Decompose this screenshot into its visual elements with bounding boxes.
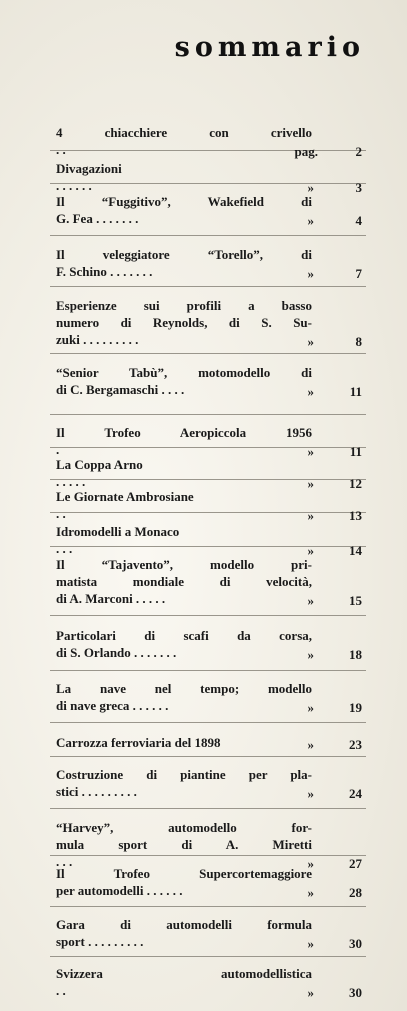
entry-title-line: zuki . . . . . . . . . <box>56 332 139 347</box>
page-number: 27 <box>349 856 362 871</box>
page-number: 11 <box>349 444 362 459</box>
page-reference <box>308 213 363 229</box>
entry-title-line: “Harvey”, automodello for- <box>56 820 312 835</box>
entry-title-line: sport . . . . . . . . . <box>56 934 144 949</box>
page-number: 13 <box>349 508 362 523</box>
entry-title-line: 4 chiacchiere con crivello <box>56 125 312 140</box>
entry-title-line: Il “Tajavento”, modello pri- <box>56 557 312 572</box>
page-reference <box>308 885 363 901</box>
entry-title-line: matista mondiale di velocità, <box>56 574 312 589</box>
entry-title-line: Svizzera automodellistica <box>56 966 312 981</box>
entry-title-line: La Coppa Arno <box>56 457 143 472</box>
page-marker: » <box>307 593 314 608</box>
entry-title-line: Carrozza ferroviaria del 1898 <box>56 735 221 750</box>
entry-title-line: Costruzione di piantine per pla- <box>56 767 312 782</box>
page-reference <box>308 593 363 609</box>
toc-entry <box>56 865 362 899</box>
page-number: 24 <box>349 786 362 801</box>
page-reference <box>295 144 362 160</box>
toc-entry <box>56 246 362 280</box>
toc-entry <box>56 456 362 490</box>
toc-entry <box>56 819 362 870</box>
page-number: 18 <box>349 647 362 662</box>
page-title: sommario <box>174 32 365 63</box>
page-reference <box>308 508 363 524</box>
page-number: 12 <box>349 476 362 491</box>
toc-entry <box>56 734 362 751</box>
page-marker: » <box>307 786 314 801</box>
entry-title-line: Idromodelli a Monaco <box>56 524 180 539</box>
page-marker: » <box>307 543 314 558</box>
entry-title-line: Esperienze sui profili a basso <box>56 298 312 313</box>
entry-title-line: Divagazioni <box>56 161 122 176</box>
page-marker: » <box>307 213 314 228</box>
entry-title-line: . . . . . <box>56 474 86 489</box>
toc-entry <box>56 627 362 661</box>
page-marker: » <box>307 266 314 281</box>
toc-entry <box>56 680 362 714</box>
page-reference <box>308 985 363 1001</box>
entry-divider <box>50 956 366 957</box>
entry-divider <box>50 756 366 757</box>
page-marker: » <box>307 885 314 900</box>
entry-title-line: Gara di automodelli formula <box>56 917 312 932</box>
page-marker: » <box>307 737 314 752</box>
entry-divider <box>50 670 366 671</box>
entry-title-line: . . <box>56 142 66 157</box>
page-marker: » <box>307 508 314 523</box>
entry-title-line: di nave greca . . . . . . <box>56 698 169 713</box>
page-number: 28 <box>349 885 362 900</box>
entry-title-line: G. Fea . . . . . . . <box>56 211 139 226</box>
page-marker: » <box>307 936 314 951</box>
page-reference <box>308 786 363 802</box>
page-number: 3 <box>355 180 362 195</box>
page-marker: » <box>307 985 314 1000</box>
page-marker: » <box>307 180 314 195</box>
toc-entry <box>56 766 362 800</box>
entry-title-line: “Senior Tabù”, motomodello di <box>56 365 312 380</box>
entry-title-line: . . . . . . <box>56 178 92 193</box>
entry-title-line: mula sport di A. Miretti <box>56 837 312 852</box>
page-number: 15 <box>349 593 362 608</box>
entry-title-line: numero di Reynolds, di S. Su- <box>56 315 312 330</box>
entry-divider <box>50 722 366 723</box>
page-marker: » <box>307 444 314 459</box>
toc-entry <box>56 124 362 158</box>
toc-entry <box>56 160 362 194</box>
entry-title-line: stici . . . . . . . . . <box>56 784 137 799</box>
entry-divider <box>50 414 366 415</box>
toc-entry <box>56 364 362 398</box>
entry-title-line: . . . <box>56 854 73 869</box>
page-number: 2 <box>355 144 362 159</box>
toc-entry <box>56 193 362 227</box>
entry-title-line: Particolari di scafi da corsa, <box>56 628 312 643</box>
page-reference <box>308 700 363 716</box>
entry-title-line: La nave nel tempo; modello <box>56 681 312 696</box>
entry-title-line: . . . <box>56 541 73 556</box>
toc-entry <box>56 965 362 999</box>
entry-title-line: Il Trofeo Supercortemaggiore <box>56 866 312 881</box>
entry-title-line: . . <box>56 983 66 998</box>
page-number: 23 <box>349 737 362 752</box>
entry-title-line: Il Trofeo Aeropiccola 1956 <box>56 425 312 440</box>
page-reference <box>308 647 363 663</box>
entry-divider <box>50 906 366 907</box>
toc-entry <box>56 488 362 522</box>
entry-title-line: . <box>56 442 60 457</box>
page-number: 30 <box>349 936 362 951</box>
page-marker: » <box>307 384 314 399</box>
toc-entry <box>56 556 362 607</box>
entry-title-line: di A. Marconi . . . . . <box>56 591 166 606</box>
entry-divider <box>50 235 366 236</box>
entry-title-line: di S. Orlando . . . . . . . <box>56 645 177 660</box>
entry-title-line: Le Giornate Ambrosiane <box>56 489 194 504</box>
page-number: 7 <box>355 266 362 281</box>
page-number: 30 <box>349 985 362 1000</box>
entry-title-line: F. Schino . . . . . . . <box>56 264 153 279</box>
entry-divider <box>50 353 366 354</box>
page-marker: » <box>307 700 314 715</box>
toc-entry <box>56 297 362 348</box>
entry-title-line: Il “Fuggitivo”, Wakefield di <box>56 194 312 209</box>
page-marker: » <box>307 476 314 491</box>
page-number: 8 <box>355 334 362 349</box>
toc-entry <box>56 424 362 458</box>
entry-title-line: per automodelli . . . . . . <box>56 883 183 898</box>
page-number: 19 <box>349 700 362 715</box>
page-reference <box>308 384 363 400</box>
entry-divider <box>50 286 366 287</box>
entry-divider <box>50 615 366 616</box>
page-marker: » <box>307 647 314 662</box>
page-marker: pag. <box>294 144 318 159</box>
page-reference <box>308 334 363 350</box>
entry-divider <box>50 808 366 809</box>
page-number: 11 <box>349 384 362 399</box>
toc-entry <box>56 916 362 950</box>
page-reference <box>308 266 363 282</box>
page-number: 4 <box>355 213 362 228</box>
entry-title-line: di C. Bergamaschi . . . . <box>56 382 185 397</box>
page-marker: » <box>307 856 314 871</box>
entry-title-line: . . <box>56 506 66 521</box>
page-marker: » <box>307 334 314 349</box>
page-number: 14 <box>349 543 362 558</box>
entry-title-line: Il veleggiatore “Torello”, di <box>56 247 312 262</box>
page-reference <box>308 737 363 753</box>
toc-entry <box>56 523 362 557</box>
page-reference <box>308 936 363 952</box>
